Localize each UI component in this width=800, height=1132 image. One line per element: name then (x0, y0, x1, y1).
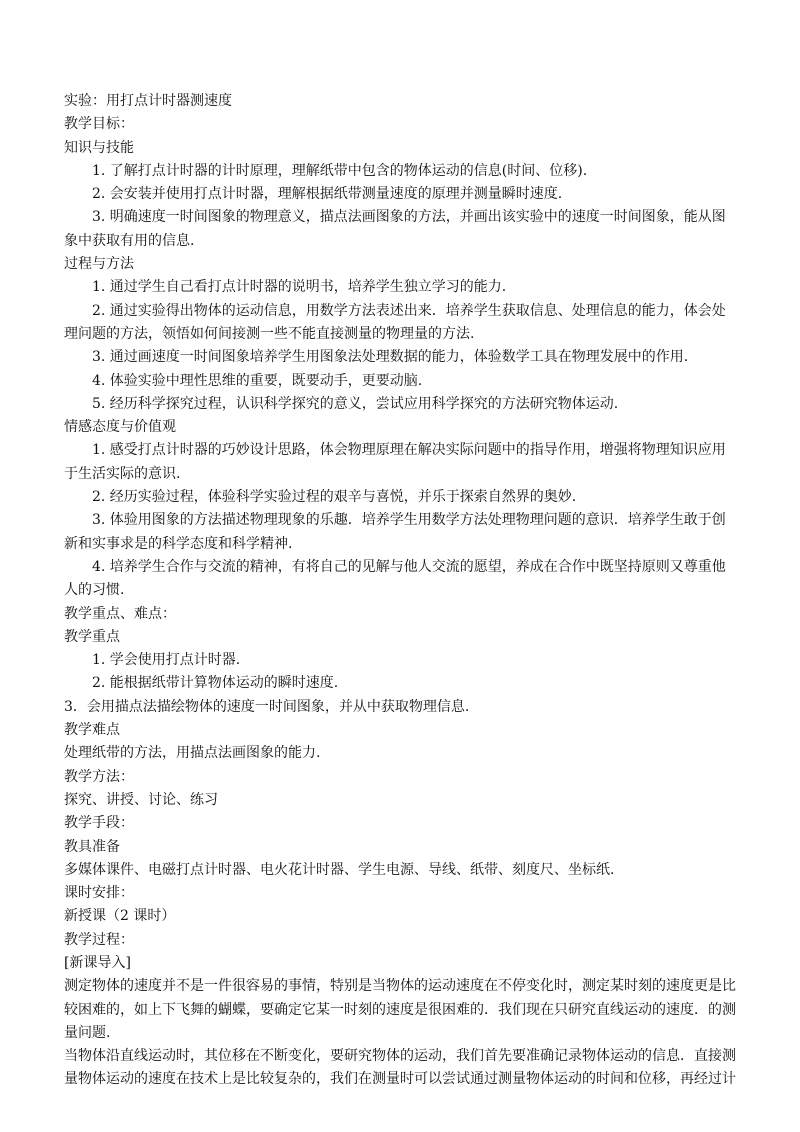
process-item-1: 1. 通过学生自己看打点计时器的说明书，培养学生独立学习的能力. (92, 279, 507, 296)
attitude-item-4-cont: 人的习惯. (64, 582, 125, 599)
intro-para1-line3: 量问题. (64, 1024, 111, 1041)
process-item-2: 2. 通过实验得出物体的运动信息，用数学方法表述出来．培养学生获取信息、处理信息的能力，体会处 (92, 302, 726, 319)
process-item-2-cont: 理问题的方法，领悟如何间接测一些不能直接测量的物理量的方法. (64, 325, 475, 342)
goals-heading: 教学目标： (64, 116, 134, 133)
key-point-3: 3．会用描点法描绘物体的速度一时间图象，并从中获取物理信息. (64, 698, 470, 715)
methods-text: 探究、讲授、讨论、练习 (64, 791, 218, 808)
schedule-heading: 课时安排： (64, 885, 134, 902)
key-points-heading: 教学重点 (64, 628, 120, 645)
intro-para1-line1: 测定物体的速度并不是一件很容易的事情，特别是当物体的运动速度在不停变化时，测定某时刻的速度更是比 (64, 978, 736, 995)
knowledge-heading: 知识与技能 (64, 139, 134, 156)
attitude-item-3-cont: 新和实事求是的科学态度和科学精神. (64, 535, 293, 552)
intro-para1-line2: 较困难的，如上下飞舞的蝴蝶，要确定它某一时刻的速度是很困难的．我们现在只研究直线运动的速度．的测 (64, 1001, 736, 1018)
difficult-text: 处理纸带的方法，用描点法画图象的能力. (64, 745, 321, 762)
key-point-2: 2. 能根据纸带计算物体运动的瞬时速度. (92, 675, 339, 692)
means-text: 多媒体课件、电磁打点计时器、电火花计时器、学生电源、导线、纸带、刻度尺、坐标纸. (64, 861, 615, 878)
attitude-item-2: 2. 经历实验过程，体验科学实验过程的艰辛与喜悦，并乐于探索自然界的奥妙. (92, 489, 577, 506)
methods-heading: 教学方法： (64, 768, 134, 785)
intro-para2-line1: 当物体沿直线运动时，其位移在不断变化，要研究物体的运动，我们首先要准确记录物体运动的信息．直接测 (64, 1048, 736, 1065)
attitude-item-1: 1. 感受打点计时器的巧妙设计思路，体会物理原理在解决实际问题中的指导作用，增强将物理知识应用 (92, 442, 726, 459)
process-item-5: 5. 经历科学探究过程，认识科学探究的意义，尝试应用科学探究的方法研究物体运动. (92, 395, 619, 412)
key-point-1: 1. 学会使用打点计时器. (92, 652, 241, 669)
attitude-heading: 情感态度与价值观 (64, 419, 176, 436)
means-heading: 教学手段： (64, 815, 134, 832)
knowledge-item-2: 2. 会安装并使用打点计时器，理解根据纸带测量速度的原理并测量瞬时速度. (92, 186, 563, 203)
schedule-text: 新授课（2 课时） (64, 908, 176, 925)
intro-heading: [新课导入] (64, 954, 131, 971)
knowledge-item-3-cont: 象中获取有用的信息. (64, 232, 195, 249)
document-title: 实验：用打点计时器测速度 (64, 93, 232, 109)
process-item-4: 4. 体验实验中理性思维的重要，既要动手，更要动脑. (92, 372, 423, 389)
attitude-item-4: 4. 培养学生合作与交流的精神，有将自己的见解与他人交流的愿望，养成在合作中既坚持原则又尊重他 (92, 558, 726, 575)
process-heading: 过程与方法 (64, 256, 134, 273)
difficult-heading: 教学难点 (64, 722, 120, 739)
knowledge-item-3: 3. 明确速度一时间图象的物理意义，描点法画图象的方法，并画出该实验中的速度一时间图象，能从图 (92, 209, 726, 226)
key-difficult-heading: 教学重点、难点： (64, 605, 176, 622)
process-item-3: 3. 通过画速度一时间图象培养学生用图象法处理数据的能力，体验数学工具在物理发展中的作用. (92, 349, 689, 366)
knowledge-item-1: 1. 了解打点计时器的计时原理，理解纸带中包含的物体运动的信息(时间、位移). (92, 162, 588, 179)
intro-para2-line2: 量物体运动的速度在技术上是比较复杂的，我们在测量时可以尝试通过测量物体运动的时间和位移，再经过计 (64, 1071, 736, 1088)
means-sub-heading: 教具准备 (64, 838, 120, 855)
attitude-item-1-cont: 于生活实际的意识. (64, 465, 181, 482)
attitude-item-3: 3. 体验用图象的方法描述物理现象的乐趣．培养学生用数学方法处理物理问题的意识．培养学生敢于创 (92, 512, 726, 529)
teaching-process-heading: 教学过程： (64, 931, 134, 948)
